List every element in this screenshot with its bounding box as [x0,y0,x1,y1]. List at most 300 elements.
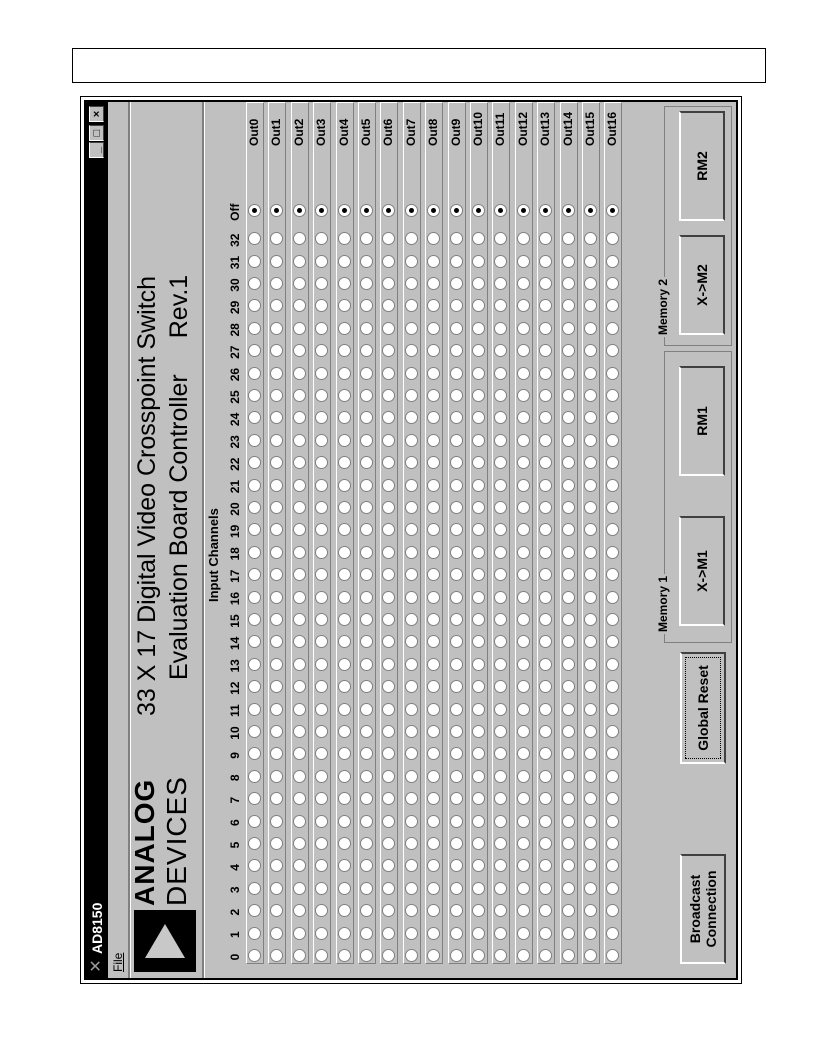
crosspoint-radio-button[interactable] [472,837,485,850]
crosspoint-radio-button[interactable] [450,613,463,626]
crosspoint-radio-button[interactable] [472,949,485,962]
crosspoint-radio-button[interactable] [360,613,373,626]
crosspoint-radio-button[interactable] [315,591,328,604]
off-radio-button[interactable] [405,204,418,217]
crosspoint-radio-button[interactable] [360,815,373,828]
crosspoint-radio-button[interactable] [472,770,485,783]
crosspoint-radio-button[interactable] [450,815,463,828]
crosspoint-radio-button[interactable] [450,792,463,805]
crosspoint-radio-button[interactable] [517,949,530,962]
crosspoint-radio-button[interactable] [539,546,552,559]
crosspoint-radio-button[interactable] [338,949,351,962]
crosspoint-radio-button[interactable] [450,255,463,268]
crosspoint-radio-button[interactable] [539,591,552,604]
crosspoint-radio-button[interactable] [562,591,575,604]
crosspoint-radio-button[interactable] [405,591,418,604]
crosspoint-radio-button[interactable] [315,658,328,671]
crosspoint-radio-button[interactable] [584,277,597,290]
crosspoint-radio-button[interactable] [584,479,597,492]
crosspoint-radio-button[interactable] [472,613,485,626]
crosspoint-radio-button[interactable] [293,546,306,559]
crosspoint-radio-button[interactable] [584,725,597,738]
crosspoint-radio-button[interactable] [472,591,485,604]
crosspoint-radio-button[interactable] [315,322,328,335]
crosspoint-radio-button[interactable] [562,837,575,850]
crosspoint-radio-button[interactable] [248,927,261,940]
crosspoint-radio-button[interactable] [517,792,530,805]
crosspoint-radio-button[interactable] [517,434,530,447]
crosspoint-radio-button[interactable] [315,927,328,940]
off-radio-button[interactable] [517,204,530,217]
crosspoint-radio-button[interactable] [315,770,328,783]
crosspoint-radio-button[interactable] [450,568,463,581]
crosspoint-radio-button[interactable] [338,232,351,245]
crosspoint-radio-button[interactable] [338,523,351,536]
crosspoint-radio-button[interactable] [315,255,328,268]
crosspoint-radio-button[interactable] [293,277,306,290]
crosspoint-radio-button[interactable] [405,703,418,716]
crosspoint-radio-button[interactable] [360,770,373,783]
crosspoint-radio-button[interactable] [405,613,418,626]
crosspoint-radio-button[interactable] [450,904,463,917]
crosspoint-radio-button[interactable] [562,277,575,290]
crosspoint-radio-button[interactable] [338,815,351,828]
crosspoint-radio-button[interactable] [606,703,619,716]
crosspoint-radio-button[interactable] [338,411,351,424]
crosspoint-radio-button[interactable] [472,882,485,895]
crosspoint-radio-button[interactable] [450,479,463,492]
crosspoint-radio-button[interactable] [472,277,485,290]
crosspoint-radio-button[interactable] [293,456,306,469]
crosspoint-radio-button[interactable] [248,658,261,671]
crosspoint-radio-button[interactable] [450,523,463,536]
crosspoint-radio-button[interactable] [293,770,306,783]
crosspoint-radio-button[interactable] [517,501,530,514]
crosspoint-radio-button[interactable] [293,568,306,581]
crosspoint-radio-button[interactable] [517,613,530,626]
crosspoint-radio-button[interactable] [293,344,306,357]
crosspoint-radio-button[interactable] [382,815,395,828]
crosspoint-radio-button[interactable] [517,255,530,268]
crosspoint-radio-button[interactable] [248,501,261,514]
crosspoint-radio-button[interactable] [360,658,373,671]
crosspoint-radio-button[interactable] [450,635,463,648]
crosspoint-radio-button[interactable] [338,658,351,671]
crosspoint-radio-button[interactable] [248,703,261,716]
crosspoint-radio-button[interactable] [562,792,575,805]
crosspoint-radio-button[interactable] [450,725,463,738]
crosspoint-radio-button[interactable] [494,479,507,492]
crosspoint-radio-button[interactable] [338,501,351,514]
crosspoint-radio-button[interactable] [472,658,485,671]
crosspoint-radio-button[interactable] [539,927,552,940]
crosspoint-radio-button[interactable] [562,367,575,380]
crosspoint-radio-button[interactable] [517,456,530,469]
off-radio-button[interactable] [248,204,261,217]
crosspoint-radio-button[interactable] [248,882,261,895]
crosspoint-radio-button[interactable] [315,367,328,380]
off-radio-button[interactable] [472,204,485,217]
crosspoint-radio-button[interactable] [562,232,575,245]
crosspoint-radio-button[interactable] [517,770,530,783]
crosspoint-radio-button[interactable] [494,815,507,828]
crosspoint-radio-button[interactable] [405,725,418,738]
crosspoint-radio-button[interactable] [360,927,373,940]
crosspoint-radio-button[interactable] [248,770,261,783]
crosspoint-radio-button[interactable] [405,927,418,940]
crosspoint-radio-button[interactable] [360,277,373,290]
crosspoint-radio-button[interactable] [427,546,440,559]
crosspoint-radio-button[interactable] [562,434,575,447]
crosspoint-radio-button[interactable] [472,322,485,335]
crosspoint-radio-button[interactable] [427,434,440,447]
menu-file[interactable]: File [111,952,125,972]
crosspoint-radio-button[interactable] [450,389,463,402]
crosspoint-radio-button[interactable] [338,568,351,581]
crosspoint-radio-button[interactable] [584,322,597,335]
crosspoint-radio-button[interactable] [338,344,351,357]
crosspoint-radio-button[interactable] [427,815,440,828]
maximize-button[interactable]: □ [89,125,104,141]
crosspoint-radio-button[interactable] [382,703,395,716]
crosspoint-radio-button[interactable] [450,277,463,290]
crosspoint-radio-button[interactable] [450,434,463,447]
crosspoint-radio-button[interactable] [293,837,306,850]
crosspoint-radio-button[interactable] [517,322,530,335]
crosspoint-radio-button[interactable] [450,591,463,604]
crosspoint-radio-button[interactable] [248,479,261,492]
crosspoint-radio-button[interactable] [405,277,418,290]
crosspoint-radio-button[interactable] [338,635,351,648]
crosspoint-radio-button[interactable] [315,479,328,492]
crosspoint-radio-button[interactable] [472,367,485,380]
crosspoint-radio-button[interactable] [405,456,418,469]
crosspoint-radio-button[interactable] [517,546,530,559]
crosspoint-radio-button[interactable] [562,456,575,469]
crosspoint-radio-button[interactable] [248,815,261,828]
crosspoint-radio-button[interactable] [584,927,597,940]
crosspoint-radio-button[interactable] [382,591,395,604]
crosspoint-radio-button[interactable] [270,815,283,828]
crosspoint-radio-button[interactable] [517,591,530,604]
crosspoint-radio-button[interactable] [450,680,463,693]
crosspoint-radio-button[interactable] [405,232,418,245]
crosspoint-radio-button[interactable] [606,255,619,268]
crosspoint-radio-button[interactable] [338,479,351,492]
crosspoint-radio-button[interactable] [338,389,351,402]
crosspoint-radio-button[interactable] [562,882,575,895]
crosspoint-radio-button[interactable] [517,479,530,492]
crosspoint-radio-button[interactable] [562,344,575,357]
crosspoint-radio-button[interactable] [562,299,575,312]
crosspoint-radio-button[interactable] [293,815,306,828]
crosspoint-radio-button[interactable] [360,322,373,335]
crosspoint-radio-button[interactable] [338,747,351,760]
crosspoint-radio-button[interactable] [539,434,552,447]
crosspoint-radio-button[interactable] [405,546,418,559]
crosspoint-radio-button[interactable] [450,927,463,940]
crosspoint-radio-button[interactable] [517,703,530,716]
crosspoint-radio-button[interactable] [562,815,575,828]
crosspoint-radio-button[interactable] [584,949,597,962]
crosspoint-radio-button[interactable] [338,456,351,469]
crosspoint-radio-button[interactable] [427,255,440,268]
crosspoint-radio-button[interactable] [450,949,463,962]
crosspoint-radio-button[interactable] [584,591,597,604]
crosspoint-radio-button[interactable] [338,904,351,917]
off-radio-button[interactable] [360,204,373,217]
crosspoint-radio-button[interactable] [562,680,575,693]
crosspoint-radio-button[interactable] [517,815,530,828]
off-radio-button[interactable] [584,204,597,217]
crosspoint-radio-button[interactable] [584,434,597,447]
crosspoint-radio-button[interactable] [562,927,575,940]
crosspoint-radio-button[interactable] [338,277,351,290]
crosspoint-radio-button[interactable] [427,591,440,604]
crosspoint-radio-button[interactable] [584,815,597,828]
crosspoint-radio-button[interactable] [539,322,552,335]
crosspoint-radio-button[interactable] [450,658,463,671]
crosspoint-radio-button[interactable] [562,725,575,738]
crosspoint-radio-button[interactable] [562,322,575,335]
crosspoint-radio-button[interactable] [606,367,619,380]
crosspoint-radio-button[interactable] [517,367,530,380]
crosspoint-radio-button[interactable] [293,949,306,962]
crosspoint-radio-button[interactable] [539,255,552,268]
crosspoint-radio-button[interactable] [270,703,283,716]
crosspoint-radio-button[interactable] [517,680,530,693]
crosspoint-radio-button[interactable] [382,255,395,268]
crosspoint-radio-button[interactable] [338,882,351,895]
crosspoint-radio-button[interactable] [517,232,530,245]
crosspoint-radio-button[interactable] [315,434,328,447]
crosspoint-radio-button[interactable] [472,927,485,940]
off-radio-button[interactable] [562,204,575,217]
crosspoint-radio-button[interactable] [539,703,552,716]
crosspoint-radio-button[interactable] [338,591,351,604]
crosspoint-radio-button[interactable] [427,770,440,783]
crosspoint-radio-button[interactable] [293,479,306,492]
crosspoint-radio-button[interactable] [562,613,575,626]
crosspoint-radio-button[interactable] [562,568,575,581]
crosspoint-radio-button[interactable] [450,367,463,380]
crosspoint-radio-button[interactable] [517,277,530,290]
crosspoint-radio-button[interactable] [427,658,440,671]
crosspoint-radio-button[interactable] [405,434,418,447]
crosspoint-radio-button[interactable] [338,770,351,783]
x-to-m2-button[interactable]: X->M2 [679,235,725,335]
crosspoint-radio-button[interactable] [584,837,597,850]
crosspoint-radio-button[interactable] [450,456,463,469]
crosspoint-radio-button[interactable] [584,389,597,402]
crosspoint-radio-button[interactable] [450,882,463,895]
global-reset-button[interactable]: Global Reset [680,652,726,764]
off-radio-button[interactable] [315,204,328,217]
crosspoint-radio-button[interactable] [338,434,351,447]
crosspoint-radio-button[interactable] [562,770,575,783]
crosspoint-radio-button[interactable] [539,815,552,828]
crosspoint-radio-button[interactable] [405,770,418,783]
crosspoint-radio-button[interactable] [405,322,418,335]
crosspoint-radio-button[interactable] [248,591,261,604]
crosspoint-radio-button[interactable] [517,389,530,402]
crosspoint-radio-button[interactable] [293,703,306,716]
crosspoint-radio-button[interactable] [338,367,351,380]
off-radio-button[interactable] [450,204,463,217]
crosspoint-radio-button[interactable] [360,882,373,895]
crosspoint-radio-button[interactable] [494,255,507,268]
crosspoint-radio-button[interactable] [338,792,351,805]
crosspoint-radio-button[interactable] [270,367,283,380]
crosspoint-radio-button[interactable] [584,882,597,895]
crosspoint-radio-button[interactable] [584,613,597,626]
crosspoint-radio-button[interactable] [293,658,306,671]
crosspoint-radio-button[interactable] [472,255,485,268]
crosspoint-radio-button[interactable] [562,255,575,268]
crosspoint-radio-button[interactable] [293,501,306,514]
crosspoint-radio-button[interactable] [450,232,463,245]
crosspoint-radio-button[interactable] [293,591,306,604]
crosspoint-radio-button[interactable] [562,479,575,492]
crosspoint-radio-button[interactable] [584,255,597,268]
crosspoint-radio-button[interactable] [360,434,373,447]
crosspoint-radio-button[interactable] [562,859,575,872]
crosspoint-radio-button[interactable] [248,434,261,447]
crosspoint-radio-button[interactable] [405,949,418,962]
crosspoint-radio-button[interactable] [338,680,351,693]
crosspoint-radio-button[interactable] [539,770,552,783]
crosspoint-radio-button[interactable] [270,479,283,492]
crosspoint-radio-button[interactable] [338,859,351,872]
crosspoint-radio-button[interactable] [562,949,575,962]
crosspoint-radio-button[interactable] [338,703,351,716]
off-radio-button[interactable] [293,204,306,217]
crosspoint-radio-button[interactable] [405,882,418,895]
crosspoint-radio-button[interactable] [494,703,507,716]
crosspoint-radio-button[interactable] [270,927,283,940]
crosspoint-radio-button[interactable] [450,299,463,312]
crosspoint-radio-button[interactable] [293,434,306,447]
crosspoint-radio-button[interactable] [360,255,373,268]
crosspoint-radio-button[interactable] [562,411,575,424]
crosspoint-radio-button[interactable] [405,792,418,805]
crosspoint-radio-button[interactable] [405,344,418,357]
crosspoint-radio-button[interactable] [248,389,261,402]
crosspoint-radio-button[interactable] [517,725,530,738]
crosspoint-radio-button[interactable] [494,367,507,380]
crosspoint-radio-button[interactable] [382,927,395,940]
crosspoint-radio-button[interactable] [517,568,530,581]
crosspoint-radio-button[interactable] [338,255,351,268]
crosspoint-radio-button[interactable] [360,546,373,559]
rm1-button[interactable]: RM1 [679,366,725,476]
crosspoint-radio-button[interactable] [450,546,463,559]
crosspoint-radio-button[interactable] [494,927,507,940]
crosspoint-radio-button[interactable] [517,904,530,917]
off-radio-button[interactable] [338,204,351,217]
crosspoint-radio-button[interactable] [293,904,306,917]
crosspoint-radio-button[interactable] [584,501,597,514]
crosspoint-radio-button[interactable] [472,501,485,514]
crosspoint-radio-button[interactable] [450,322,463,335]
off-radio-button[interactable] [427,204,440,217]
crosspoint-radio-button[interactable] [517,658,530,671]
crosspoint-radio-button[interactable] [248,613,261,626]
crosspoint-radio-button[interactable] [427,322,440,335]
crosspoint-radio-button[interactable] [562,389,575,402]
crosspoint-radio-button[interactable] [293,927,306,940]
crosspoint-radio-button[interactable] [450,411,463,424]
crosspoint-radio-button[interactable] [562,501,575,514]
broadcast-connection-button[interactable] [680,854,726,964]
rm2-button[interactable]: RM2 [679,111,725,221]
crosspoint-radio-button[interactable] [405,837,418,850]
crosspoint-radio-button[interactable] [360,389,373,402]
crosspoint-radio-button[interactable] [338,837,351,850]
crosspoint-radio-button[interactable] [248,322,261,335]
crosspoint-radio-button[interactable] [517,927,530,940]
crosspoint-radio-button[interactable] [427,479,440,492]
crosspoint-radio-button[interactable] [338,725,351,738]
crosspoint-radio-button[interactable] [472,815,485,828]
crosspoint-radio-button[interactable] [360,367,373,380]
crosspoint-radio-button[interactable] [606,815,619,828]
crosspoint-radio-button[interactable] [248,546,261,559]
crosspoint-radio-button[interactable] [315,703,328,716]
crosspoint-radio-button[interactable] [405,389,418,402]
crosspoint-radio-button[interactable] [562,523,575,536]
close-button[interactable]: × [89,106,104,122]
crosspoint-radio-button[interactable] [450,859,463,872]
crosspoint-radio-button[interactable] [584,703,597,716]
crosspoint-radio-button[interactable] [248,837,261,850]
crosspoint-radio-button[interactable] [606,591,619,604]
crosspoint-radio-button[interactable] [248,367,261,380]
crosspoint-radio-button[interactable] [584,546,597,559]
crosspoint-radio-button[interactable] [338,546,351,559]
crosspoint-radio-button[interactable] [270,255,283,268]
crosspoint-radio-button[interactable] [472,546,485,559]
crosspoint-radio-button[interactable] [562,546,575,559]
crosspoint-radio-button[interactable] [360,725,373,738]
crosspoint-radio-button[interactable] [427,927,440,940]
crosspoint-radio-button[interactable] [539,882,552,895]
crosspoint-radio-button[interactable] [472,389,485,402]
title-bar[interactable] [86,102,108,978]
crosspoint-radio-button[interactable] [584,770,597,783]
crosspoint-radio-button[interactable] [450,747,463,760]
crosspoint-radio-button[interactable] [427,703,440,716]
crosspoint-radio-button[interactable] [248,277,261,290]
crosspoint-radio-button[interactable] [427,367,440,380]
crosspoint-radio-button[interactable] [562,658,575,671]
crosspoint-radio-button[interactable] [248,725,261,738]
crosspoint-radio-button[interactable] [382,479,395,492]
minimize-button[interactable]: _ [89,142,104,158]
crosspoint-radio-button[interactable] [517,837,530,850]
crosspoint-radio-button[interactable] [338,927,351,940]
crosspoint-radio-button[interactable] [360,501,373,514]
crosspoint-radio-button[interactable] [584,658,597,671]
crosspoint-radio-button[interactable] [293,613,306,626]
crosspoint-radio-button[interactable] [405,255,418,268]
crosspoint-radio-button[interactable] [472,725,485,738]
crosspoint-radio-button[interactable] [405,367,418,380]
crosspoint-radio-button[interactable] [450,703,463,716]
crosspoint-radio-button[interactable] [450,344,463,357]
crosspoint-radio-button[interactable] [539,479,552,492]
crosspoint-radio-button[interactable] [382,367,395,380]
